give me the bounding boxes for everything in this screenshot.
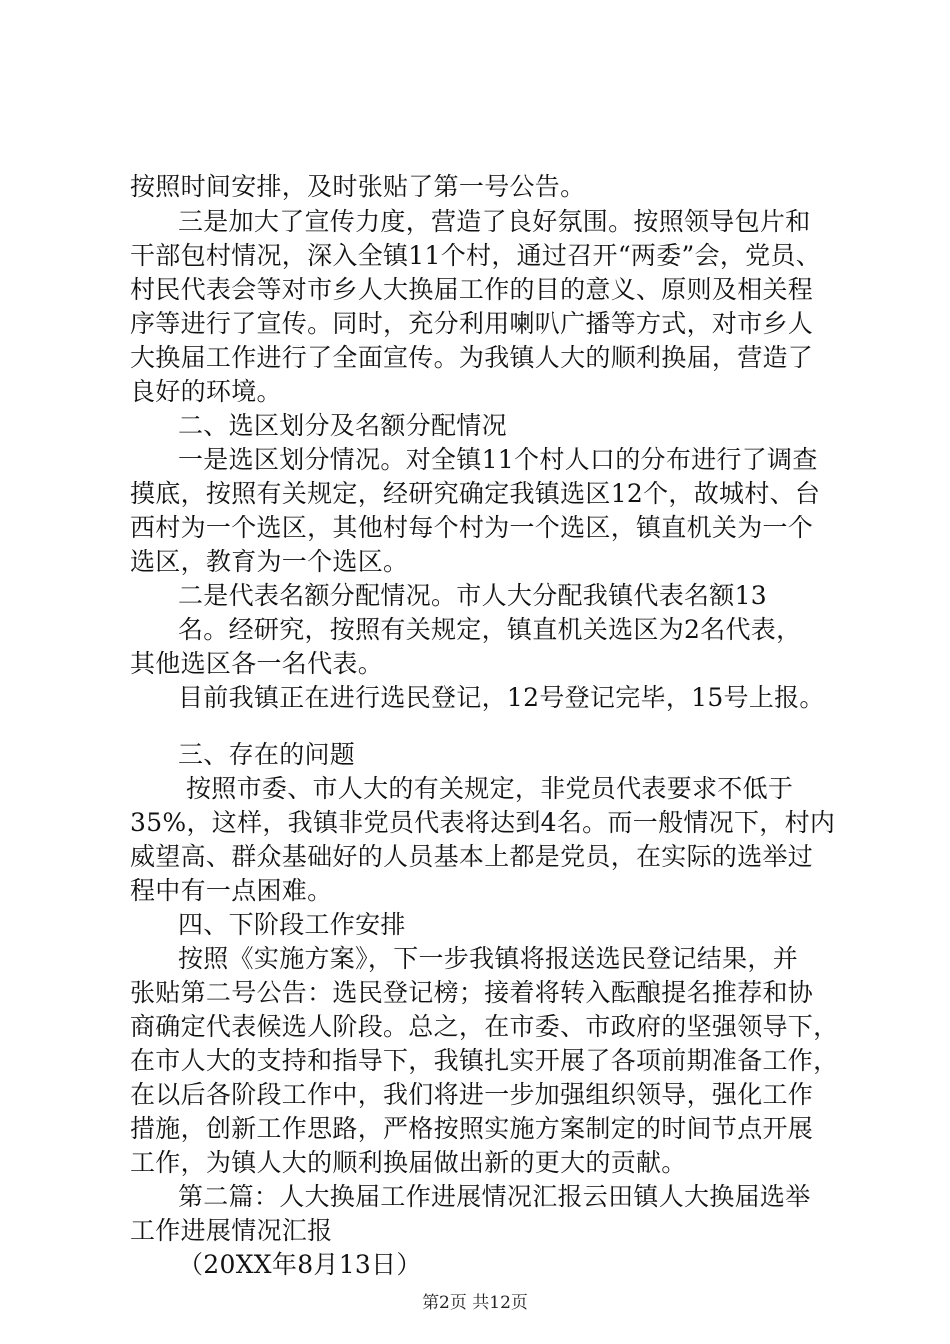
text-line: 摸底，按照有关规定，经研究确定我镇选区12个，故城村、台 xyxy=(130,479,821,508)
text-line: 按照《实施方案》，下一步我镇将报送选民登记结果，并 xyxy=(178,944,799,973)
text-line: 第二篇：人大换届工作进展情况汇报云田镇人大换届选举 xyxy=(178,1182,811,1211)
text-line: 按照时间安排，及时张贴了第一号公告。 xyxy=(130,172,586,201)
section-heading: 二、选区划分及名额分配情况 xyxy=(178,411,507,440)
text-line: 在以后各阶段工作中，我们将进一步加强组织领导，强化工作 xyxy=(130,1080,814,1109)
text-line: 张贴第二号公告：选民登记榜；接着将转入酝酿提名推荐和协 xyxy=(130,978,814,1007)
page-number-footer: 第2页 共12页 xyxy=(422,1293,528,1313)
text-line: 干部包村情况，深入全镇11个村，通过召开“两委”会，党员、 xyxy=(130,241,822,270)
text-line: 西村为一个选区，其他村每个村为一个选区，镇直机关为一个 xyxy=(130,513,814,542)
text-line: 其他选区各一名代表。 xyxy=(130,649,384,678)
text-line: 威望高、群众基础好的人员基本上都是党员，在实际的选举过 xyxy=(130,842,814,871)
text-line: 序等进行了宣传。同时，充分利用喇叭广播等方式，对市乡人 xyxy=(130,309,814,338)
section-heading: 三、存在的问题 xyxy=(178,740,356,769)
text-line: 村民代表会等对市乡人大换届工作的目的意义、原则及相关程 xyxy=(130,275,814,304)
text-line: 三是加大了宣传力度，营造了良好氛围。按照领导包片和 xyxy=(178,207,811,236)
text-line: 措施，创新工作思路，严格按照实施方案制定的时间节点开展 xyxy=(130,1114,814,1143)
text-line: 程中有一点困难。 xyxy=(130,876,333,905)
text-line: 35%，这样，我镇非党员代表将达到4名。而一般情况下，村内 xyxy=(130,808,836,837)
text-line: 工作，为镇人大的顺利换届做出新的更大的贡献。 xyxy=(130,1148,687,1177)
text-line: 良好的环境。 xyxy=(130,377,282,406)
text-line: 大换届工作进行了全面宣传。为我镇人大的顺利换届，营造了 xyxy=(130,343,814,372)
date-line: （20XX年8月13日） xyxy=(178,1250,422,1279)
text-line: 一是选区划分情况。对全镇11个村人口的分布进行了调查 xyxy=(178,445,818,474)
section-heading: 四、下阶段工作安排 xyxy=(178,910,406,939)
text-line: 名。经研究，按照有关规定，镇直机关选区为2名代表， xyxy=(178,615,802,644)
text-line: 二是代表名额分配情况。市人大分配我镇代表名额13 xyxy=(178,581,768,610)
text-line: 商确定代表候选人阶段。总之，在市委、市政府的坚强领导下， xyxy=(130,1012,839,1041)
text-line: 在市人大的支持和指导下，我镇扎实开展了各项前期准备工作， xyxy=(130,1046,839,1075)
text-line: 目前我镇正在进行选民登记，12号登记完毕，15号上报。 xyxy=(178,683,825,712)
text-line: 选区，教育为一个选区。 xyxy=(130,547,409,576)
text-line: 工作进展情况汇报 xyxy=(130,1216,333,1245)
text-line: 按照市委、市人大的有关规定，非党员代表要求不低于 xyxy=(186,774,794,803)
